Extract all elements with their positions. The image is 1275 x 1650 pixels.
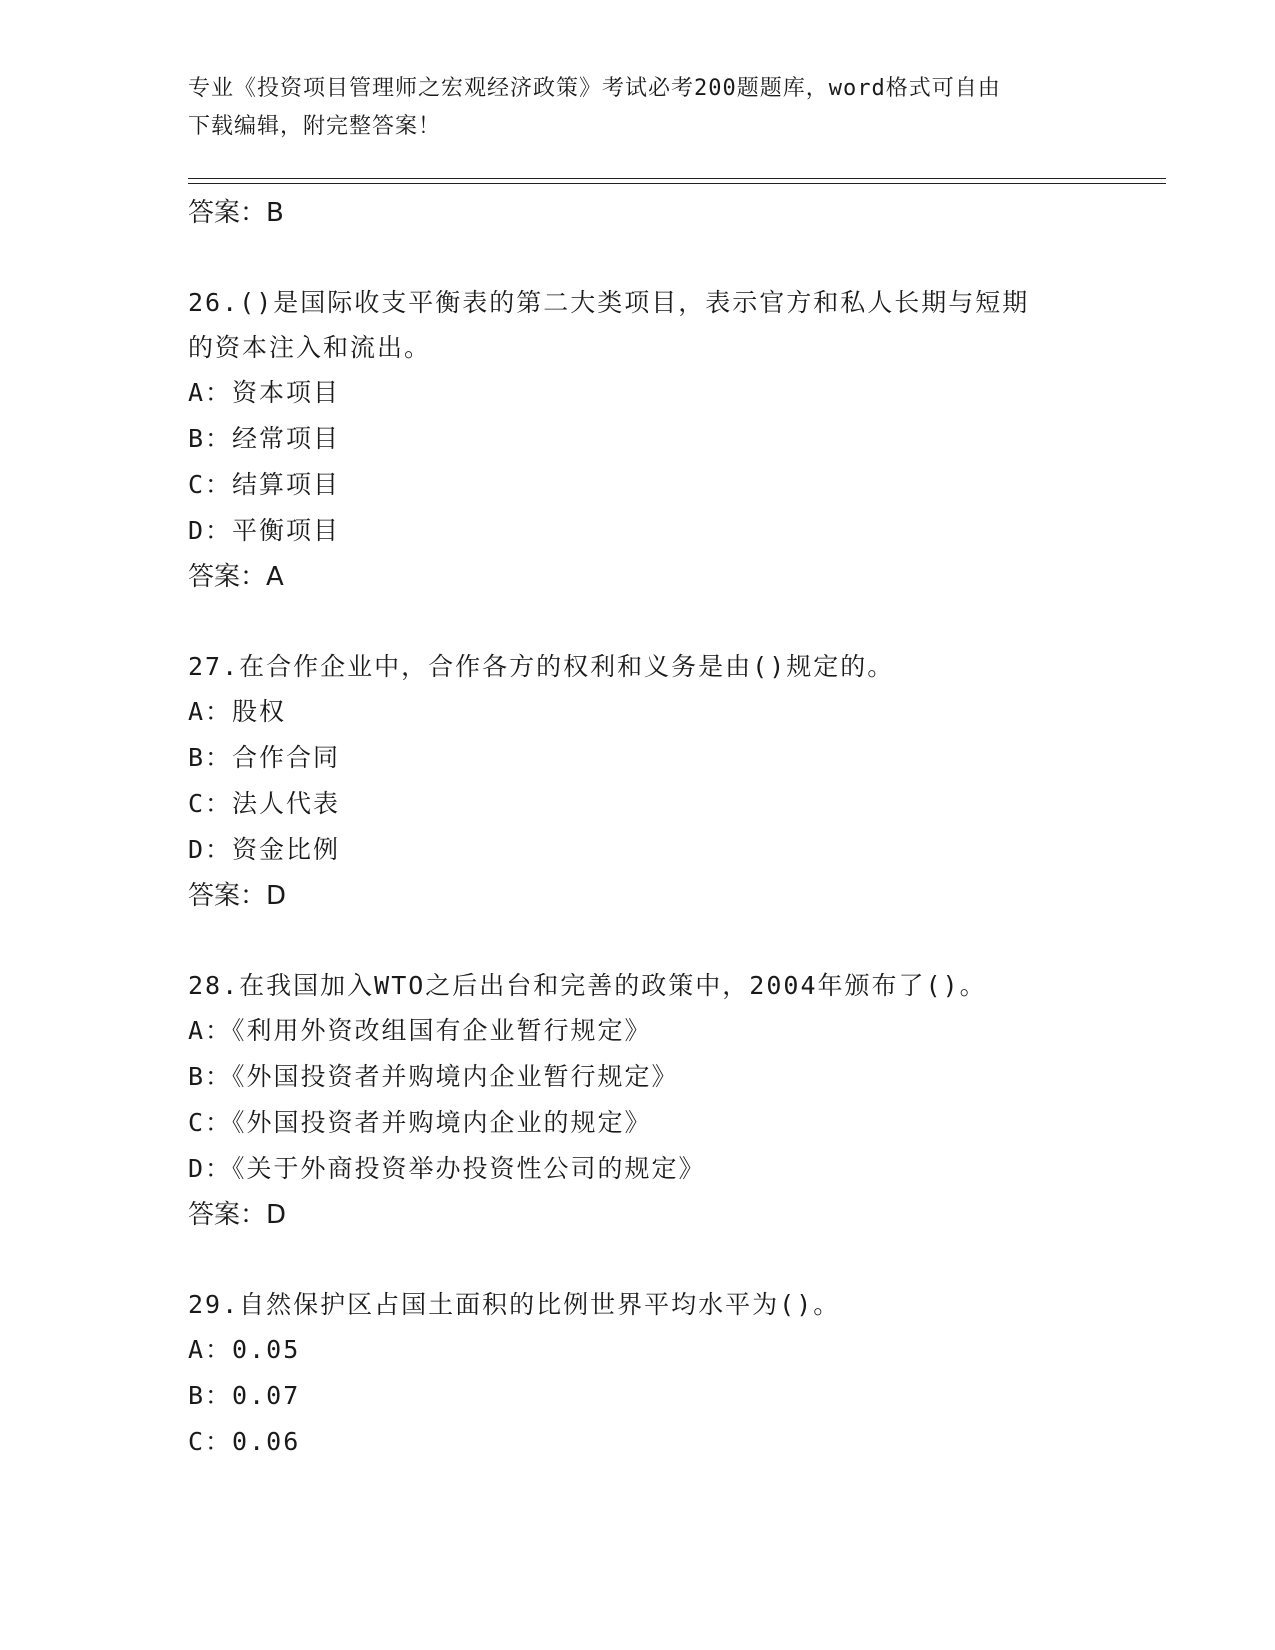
option-d: D：《关于外商投资举办投资性公司的规定》 — [188, 1154, 706, 1183]
option-b: B：0.07 — [188, 1381, 301, 1410]
option-d: D：平衡项目 — [188, 516, 341, 545]
question-text — [188, 1282, 1088, 1327]
header-divider-bottom — [188, 183, 1166, 184]
question-list — [188, 190, 1088, 1465]
option-a: A：资本项目 — [188, 378, 341, 407]
question-text-line: 28.在我国加入WTO之后出台和完善的政策中，2004年颁布了()。 — [188, 971, 987, 1000]
option-c: C：0.06 — [188, 1427, 301, 1456]
option-a: A：0.05 — [188, 1335, 301, 1364]
option-d: D：资金比例 — [188, 835, 341, 864]
option-a: A：股权 — [188, 697, 287, 726]
question-text-line: 27.在合作企业中，合作各方的权利和义务是由()规定的。 — [188, 652, 895, 681]
answer-26 — [188, 554, 1088, 600]
answer-label: 答案： — [188, 562, 267, 592]
option-c: C：法人代表 — [188, 789, 341, 818]
option-b: B：经常项目 — [188, 424, 341, 453]
answer-value: A — [266, 562, 284, 592]
question-text — [188, 644, 1088, 689]
question-text — [188, 280, 1088, 370]
option-c: C：《外国投资者并购境内企业的规定》 — [188, 1108, 652, 1137]
header-divider-top — [188, 178, 1166, 179]
header-line-1: 专业《投资项目管理师之宏观经济政策》考试必考200题题库，word格式可自由 — [188, 76, 1001, 101]
answer-25 — [188, 190, 1088, 236]
question-29 — [188, 1282, 1088, 1465]
question-text-line: 29.自然保护区占国土面积的比例世界平均水平为()。 — [188, 1290, 841, 1319]
answer-27 — [188, 873, 1088, 919]
option-b: B：合作合同 — [188, 743, 341, 772]
answer-label: 答案： — [188, 881, 267, 911]
question-27 — [188, 644, 1088, 919]
document-header — [188, 70, 1088, 146]
question-28 — [188, 963, 1088, 1238]
answer-label: 答案： — [188, 198, 267, 228]
answer-value: B — [266, 198, 284, 228]
answer-label: 答案： — [188, 1200, 267, 1230]
header-line-2: 下载编辑，附完整答案！ — [188, 114, 442, 139]
question-text — [188, 963, 1088, 1008]
option-c: C：结算项目 — [188, 470, 341, 499]
option-a: A：《利用外资改组国有企业暂行规定》 — [188, 1016, 652, 1045]
answer-28 — [188, 1192, 1088, 1238]
option-b: B：《外国投资者并购境内企业暂行规定》 — [188, 1062, 679, 1091]
question-26 — [188, 280, 1088, 600]
answer-value: D — [266, 881, 287, 911]
question-text-line: 的资本注入和流出。 — [188, 333, 432, 362]
question-text-line: 26.()是国际收支平衡表的第二大类项目，表示官方和私人长期与短期 — [188, 288, 1030, 317]
answer-value: D — [266, 1200, 287, 1230]
